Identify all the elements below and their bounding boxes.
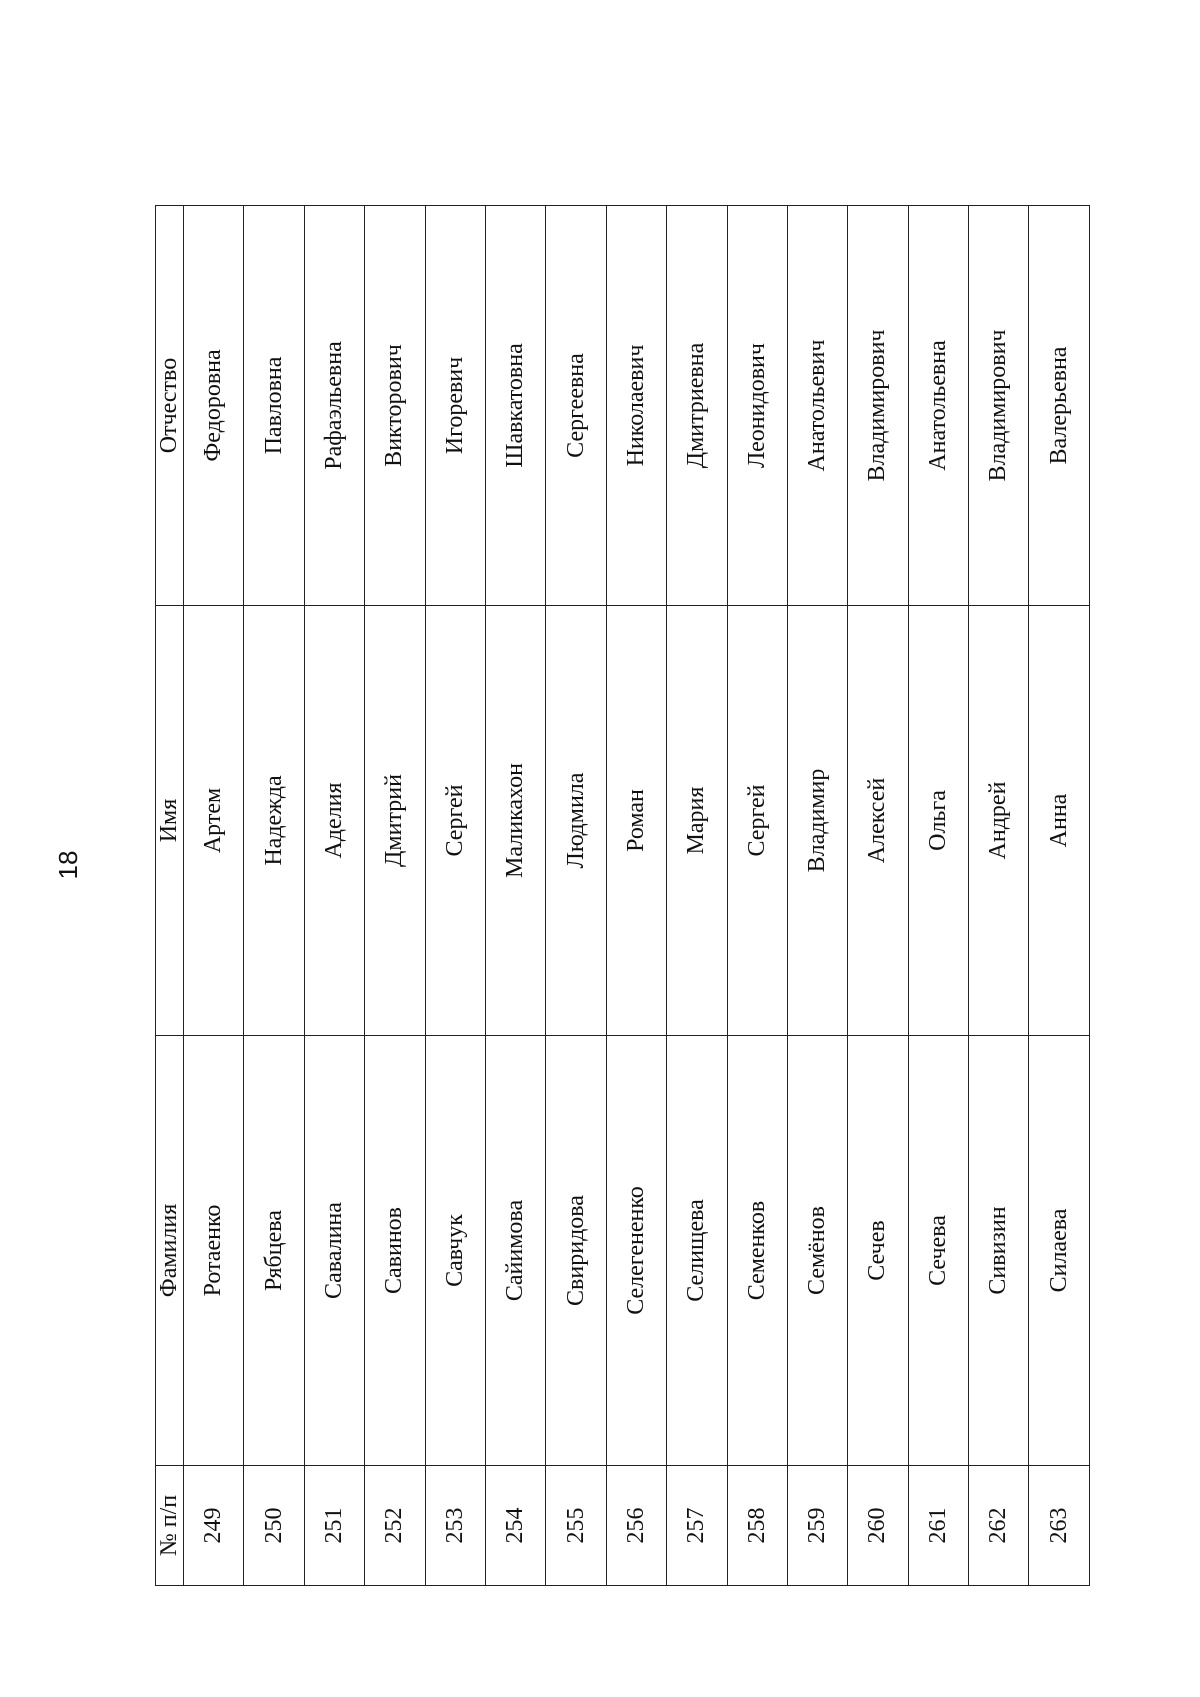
table-row	[244, 206, 304, 1586]
cell-surname: Сивизин	[969, 1036, 1029, 1466]
cell-first-name: Роман	[606, 606, 666, 1036]
cell-surname: Сечев	[848, 1036, 908, 1466]
roster-table	[155, 205, 1090, 1586]
cell-first-name: Аделия	[304, 606, 364, 1036]
page-number: 18	[53, 850, 83, 880]
table-body	[184, 206, 1090, 1586]
cell-patronymic: Дмитриевна	[667, 206, 727, 606]
cell-first-name: Сергей	[727, 606, 787, 1036]
cell-patronymic: Анатольевич	[787, 206, 847, 606]
cell-number: 263	[1029, 1466, 1090, 1586]
table-row	[485, 206, 545, 1586]
cell-number: 252	[365, 1466, 425, 1586]
cell-surname: Семёнов	[787, 1036, 847, 1466]
roster-table-container	[155, 206, 1090, 1586]
cell-surname: Сечева	[908, 1036, 968, 1466]
cell-first-name: Маликахон	[485, 606, 545, 1036]
cell-first-name: Надежда	[244, 606, 304, 1036]
cell-surname: Селищева	[667, 1036, 727, 1466]
cell-surname: Рябцева	[244, 1036, 304, 1466]
cell-number: 250	[244, 1466, 304, 1586]
cell-number: 260	[848, 1466, 908, 1586]
cell-number: 254	[485, 1466, 545, 1586]
cell-patronymic: Сергеевна	[546, 206, 606, 606]
cell-patronymic: Николаевич	[606, 206, 666, 606]
cell-number: 261	[908, 1466, 968, 1586]
cell-patronymic: Рафаэльевна	[304, 206, 364, 606]
cell-first-name: Алексей	[848, 606, 908, 1036]
cell-patronymic: Викторович	[365, 206, 425, 606]
cell-surname: Сайимова	[485, 1036, 545, 1466]
cell-first-name: Сергей	[425, 606, 485, 1036]
header-surname: Фамилия	[156, 1036, 184, 1466]
cell-first-name: Людмила	[546, 606, 606, 1036]
table-row	[727, 206, 787, 1586]
cell-patronymic: Владимирович	[969, 206, 1029, 606]
table-row	[1029, 206, 1090, 1586]
cell-number: 253	[425, 1466, 485, 1586]
cell-patronymic: Владимирович	[848, 206, 908, 606]
cell-surname: Савалина	[304, 1036, 364, 1466]
cell-number: 257	[667, 1466, 727, 1586]
cell-patronymic: Шавкатовна	[485, 206, 545, 606]
table-row	[304, 206, 364, 1586]
header-number: № п/п	[156, 1466, 184, 1586]
cell-surname: Ротаенко	[184, 1036, 244, 1466]
table-row	[848, 206, 908, 1586]
cell-surname: Семенков	[727, 1036, 787, 1466]
cell-number: 262	[969, 1466, 1029, 1586]
table-row	[365, 206, 425, 1586]
cell-first-name: Артем	[184, 606, 244, 1036]
cell-surname: Свиридова	[546, 1036, 606, 1466]
table-row	[546, 206, 606, 1586]
cell-number: 256	[606, 1466, 666, 1586]
cell-patronymic: Анатольевна	[908, 206, 968, 606]
cell-surname: Савчук	[425, 1036, 485, 1466]
cell-patronymic: Валерьевна	[1029, 206, 1090, 606]
table-row	[908, 206, 968, 1586]
table-row	[184, 206, 244, 1586]
cell-first-name: Анна	[1029, 606, 1090, 1036]
cell-surname: Селегененко	[606, 1036, 666, 1466]
table-row	[787, 206, 847, 1586]
cell-patronymic: Федоровна	[184, 206, 244, 606]
cell-patronymic: Павловна	[244, 206, 304, 606]
table-row	[667, 206, 727, 1586]
cell-first-name: Владимир	[787, 606, 847, 1036]
table-row	[425, 206, 485, 1586]
cell-first-name: Дмитрий	[365, 606, 425, 1036]
table-row	[606, 206, 666, 1586]
cell-patronymic: Леонидович	[727, 206, 787, 606]
cell-number: 258	[727, 1466, 787, 1586]
cell-number: 255	[546, 1466, 606, 1586]
cell-first-name: Андрей	[969, 606, 1029, 1036]
cell-number: 251	[304, 1466, 364, 1586]
cell-number: 249	[184, 1466, 244, 1586]
table-row	[969, 206, 1029, 1586]
header-patronymic: Отчество	[156, 206, 184, 606]
table-header-row	[156, 206, 184, 1586]
cell-number: 259	[787, 1466, 847, 1586]
cell-first-name: Мария	[667, 606, 727, 1036]
header-first-name: Имя	[156, 606, 184, 1036]
cell-surname: Силаева	[1029, 1036, 1090, 1466]
cell-surname: Савинов	[365, 1036, 425, 1466]
cell-patronymic: Игоревич	[425, 206, 485, 606]
cell-first-name: Ольга	[908, 606, 968, 1036]
